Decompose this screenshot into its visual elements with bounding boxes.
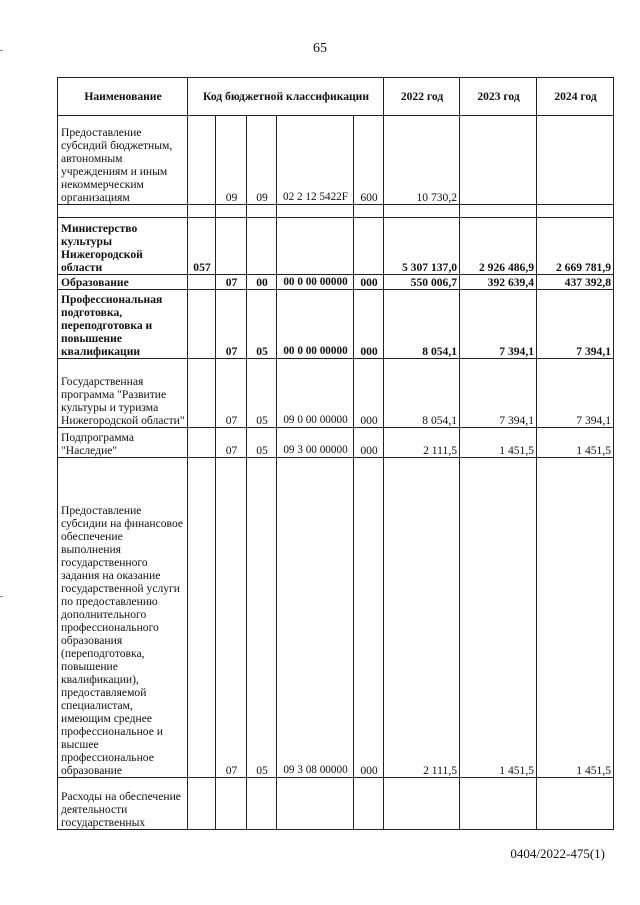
cell-v2022: 2 111,5 bbox=[384, 458, 460, 778]
cell-vr: 000 bbox=[354, 428, 384, 458]
cell-v2022: 550 006,7 bbox=[384, 275, 460, 290]
cell-rz: 07 bbox=[216, 428, 247, 458]
scan-edge-mark bbox=[0, 596, 3, 597]
cell-v2024: 1 451,5 bbox=[537, 428, 614, 458]
cell-pr bbox=[247, 218, 277, 275]
cell-pr bbox=[247, 778, 277, 830]
cell-pr: 05 bbox=[247, 458, 277, 778]
cell-v2023: 1 451,5 bbox=[460, 428, 537, 458]
cell-prog: 09 3 00 00000 bbox=[277, 428, 354, 458]
table-row bbox=[58, 290, 614, 359]
cell-v2022: 2 111,5 bbox=[384, 428, 460, 458]
cell-v2024: 1 451,5 bbox=[537, 458, 614, 778]
cell-v2023 bbox=[460, 116, 537, 205]
page-number: 65 bbox=[313, 41, 327, 56]
table-row bbox=[58, 275, 614, 290]
cell-v2024: 437 392,8 bbox=[537, 275, 614, 290]
cell-vr: 000 bbox=[354, 359, 384, 428]
budget-table bbox=[57, 77, 614, 830]
table-row bbox=[58, 458, 614, 778]
cell-v2024: 2 669 781,9 bbox=[537, 218, 614, 275]
cell-v2024 bbox=[537, 205, 614, 218]
table-row bbox=[58, 778, 614, 830]
cell-rz bbox=[216, 778, 247, 830]
cell-pr: 05 bbox=[247, 428, 277, 458]
cell-vr: 600 bbox=[354, 116, 384, 205]
scan-edge-mark bbox=[0, 50, 3, 51]
cell-name: Расходы на обеспечение деятельности государственных bbox=[58, 778, 188, 830]
cell-name: Профессиональная подготовка, переподготовка и повышение квалификации bbox=[58, 290, 188, 359]
cell-v2023: 392 639,4 bbox=[460, 275, 537, 290]
cell-name bbox=[58, 205, 188, 218]
cell-prog: 02 2 12 5422F bbox=[277, 116, 354, 205]
cell-v2022 bbox=[384, 205, 460, 218]
cell-name: Подпрограмма "Наследие" bbox=[58, 428, 188, 458]
cell-ved bbox=[188, 205, 216, 218]
cell-ved bbox=[188, 116, 216, 205]
table-row bbox=[58, 205, 614, 218]
cell-rz: 09 bbox=[216, 116, 247, 205]
cell-rz bbox=[216, 205, 247, 218]
table-row bbox=[58, 359, 614, 428]
cell-name: Предоставление субсидий бюджетным, автономным учреждениям и иным некоммерческим организациям bbox=[58, 116, 188, 205]
cell-vr bbox=[354, 205, 384, 218]
cell-v2023: 2 926 486,9 bbox=[460, 218, 537, 275]
table-row bbox=[58, 428, 614, 458]
cell-pr bbox=[247, 205, 277, 218]
cell-name: Предоставление субсидии на финансовое обеспечение выполнения государственного задания на оказание государственной услуги по предоставлению дополнительного профессионального образования (переподготовка, повышение квалификации), предоставляемой специалистам, имеющим среднее профессиональное и высшее профессиональное образование bbox=[58, 458, 188, 778]
header-2023: 2023 год bbox=[460, 78, 537, 116]
cell-v2024: 7 394,1 bbox=[537, 359, 614, 428]
cell-prog bbox=[277, 205, 354, 218]
cell-v2023: 1 451,5 bbox=[460, 458, 537, 778]
cell-name: Государственная программа "Развитие культуры и туризма Нижегородской области" bbox=[58, 359, 188, 428]
document-code: 0404/2022-475(1) bbox=[510, 846, 605, 861]
cell-vr: 000 bbox=[354, 458, 384, 778]
cell-v2022: 8 054,1 bbox=[384, 290, 460, 359]
cell-ved bbox=[188, 290, 216, 359]
cell-name: Образование bbox=[58, 275, 188, 290]
cell-v2023 bbox=[460, 205, 537, 218]
cell-ved bbox=[188, 275, 216, 290]
table-row bbox=[58, 116, 614, 205]
cell-ved bbox=[188, 359, 216, 428]
cell-rz bbox=[216, 218, 247, 275]
cell-v2022 bbox=[384, 778, 460, 830]
cell-vr bbox=[354, 778, 384, 830]
cell-prog bbox=[277, 218, 354, 275]
cell-prog: 00 0 00 00000 bbox=[277, 290, 354, 359]
cell-v2022: 8 054,1 bbox=[384, 359, 460, 428]
cell-ved bbox=[188, 778, 216, 830]
cell-v2022: 10 730,2 bbox=[384, 116, 460, 205]
cell-ved: 057 bbox=[188, 218, 216, 275]
header-2024: 2024 год bbox=[537, 78, 614, 116]
cell-pr: 00 bbox=[247, 275, 277, 290]
cell-v2023: 7 394,1 bbox=[460, 359, 537, 428]
cell-pr: 05 bbox=[247, 290, 277, 359]
cell-v2024 bbox=[537, 116, 614, 205]
cell-prog bbox=[277, 778, 354, 830]
cell-ved bbox=[188, 458, 216, 778]
cell-v2023 bbox=[460, 778, 537, 830]
cell-vr bbox=[354, 218, 384, 275]
cell-ved bbox=[188, 428, 216, 458]
cell-vr: 000 bbox=[354, 275, 384, 290]
cell-prog: 00 0 00 00000 bbox=[277, 275, 354, 290]
cell-v2023: 7 394,1 bbox=[460, 290, 537, 359]
cell-prog: 09 0 00 00000 bbox=[277, 359, 354, 428]
cell-vr: 000 bbox=[354, 290, 384, 359]
cell-pr: 09 bbox=[247, 116, 277, 205]
cell-v2024: 7 394,1 bbox=[537, 290, 614, 359]
table-header-row bbox=[58, 78, 614, 116]
cell-rz: 07 bbox=[216, 359, 247, 428]
cell-name: Министерство культуры Нижегородской области bbox=[58, 218, 188, 275]
cell-rz: 07 bbox=[216, 275, 247, 290]
cell-rz: 07 bbox=[216, 458, 247, 778]
table-row bbox=[58, 218, 614, 275]
header-name: Наименование bbox=[58, 78, 188, 116]
cell-prog: 09 3 08 00000 bbox=[277, 458, 354, 778]
cell-rz: 07 bbox=[216, 290, 247, 359]
header-code: Код бюджетной классификации bbox=[188, 78, 384, 116]
cell-v2024 bbox=[537, 778, 614, 830]
cell-v2022: 5 307 137,0 bbox=[384, 218, 460, 275]
header-2022: 2022 год bbox=[384, 78, 460, 116]
cell-pr: 05 bbox=[247, 359, 277, 428]
